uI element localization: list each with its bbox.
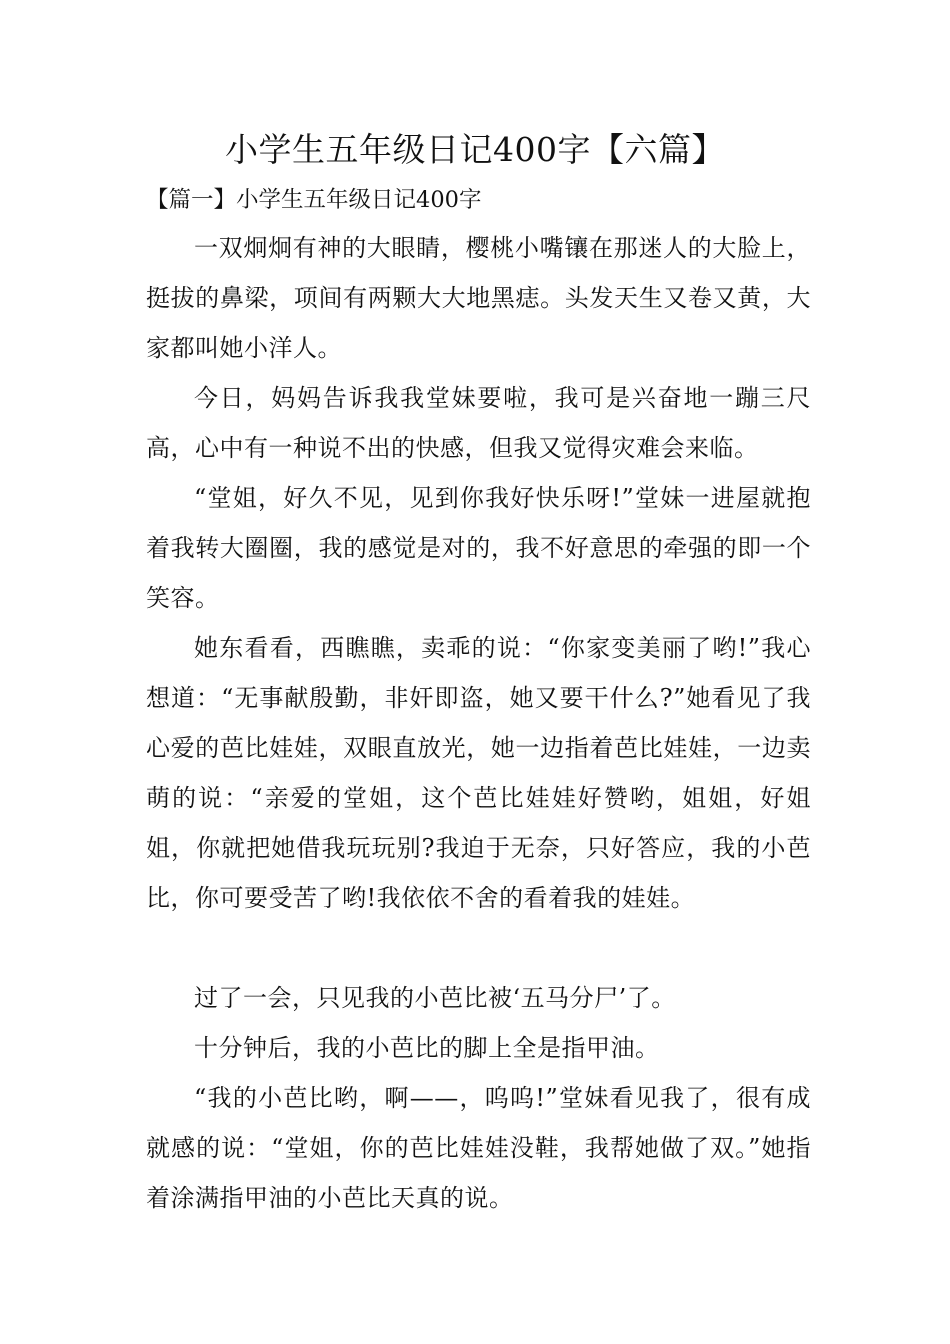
paragraph: 过了一会，只见我的小芭比被‘五马分尸’了。 [194, 984, 676, 1012]
paragraph: “我的小芭比哟，啊——，呜呜!”堂妹看见我了，很有成就感的说：“堂姐，你的芭比娃娃没鞋，我帮她做了双。”她指着涂满指甲油的小芭比天真的说。 [146, 1084, 811, 1212]
paragraph: 一双炯炯有神的大眼睛，樱桃小嘴镶在那迷人的大脸上，挺拔的鼻梁，项间有两颗大大地黑痣。头发天生又卷又黄，大家都叫她小洋人。 [146, 234, 811, 362]
paragraph: 十分钟后，我的小芭比的脚上全是指甲油。 [194, 1034, 660, 1062]
section-heading: 【篇一】小学生五年级日记400字 [146, 187, 482, 213]
paragraph: 她东看看，西瞧瞧，卖乖的说：“你家变美丽了哟!”我心想道：“无事献殷勤，非奸即盗，她又要干什么?”她看见了我心爱的芭比娃娃，双眼直放光，她一边指着芭比娃娃，一边卖萌的说：“亲爱的堂姐，这个芭比娃娃好赞哟，姐姐，好姐姐，你就把她借我玩玩别?我迫于无奈，只好答应，我的小芭比，你可要受苦了哟!我依依不舍的看着我的娃娃。 [146, 634, 811, 912]
paragraph: “堂姐，好久不见，见到你我好快乐呀!”堂妹一进屋就抱着我转大圈圈，我的感觉是对的，我不好意思的牵强的即一个笑容。 [146, 484, 811, 612]
document-title: 小学生五年级日记400字【六篇】 [225, 130, 725, 169]
paragraph: 今日，妈妈告诉我我堂妹要啦，我可是兴奋地一蹦三尺高，心中有一种说不出的快感，但我又觉得灾难会来临。 [146, 384, 811, 462]
